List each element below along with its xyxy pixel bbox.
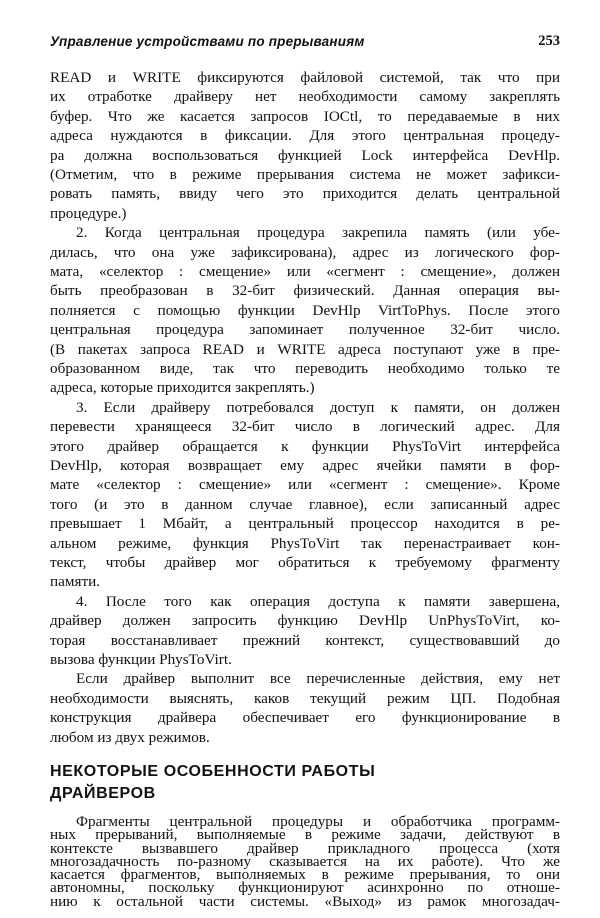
text-line: центральная процедура запоминает полученное 32-бит число. xyxy=(50,321,560,339)
text-line: мате «селектор : смещение» или «сегмент : смещение». Кроме xyxy=(50,476,560,494)
text-line: их отработке драйверу нет необходимости самому закреплять xyxy=(50,88,560,106)
running-header-title: Управление устройствами по прерываниям xyxy=(50,34,365,49)
text-line: 3. Если драйверу потребовался доступ к памяти, он должен xyxy=(76,398,560,416)
text-line: полняется с помощью функции DevHlp VirtToPhys. После этого xyxy=(50,301,560,319)
text-line: адреса нуждаются в фиксации. Для этого центральная процеду- xyxy=(50,127,560,145)
text-line: адреса, которые приходится закреплять.) xyxy=(50,379,315,397)
section-heading xyxy=(50,761,560,805)
text-line: (В пакетах запроса READ и WRITE адреса поступают уже в пре- xyxy=(50,340,560,358)
paragraph-step-2 xyxy=(50,223,560,398)
text-line: текст, чтобы драйвер мог обратиться к требуемому фрагменту xyxy=(50,553,560,571)
paragraph-step-3 xyxy=(50,398,560,592)
page-number: 253 xyxy=(538,33,560,49)
text-line: многозадачность по-разному сказывается на их работе). Что же xyxy=(50,852,560,870)
section-heading-line: НЕКОТОРЫЕ ОСОБЕННОСТИ РАБОТЫ xyxy=(50,763,376,780)
section-paragraph xyxy=(50,815,560,908)
text-line: DevHlp, которая возвращает ему адрес ячейки памяти в фор- xyxy=(50,456,560,474)
paragraph-summary xyxy=(50,669,560,747)
text-line: необходимости выяснять, каков текущий режим ЦП. Подобная xyxy=(50,689,560,707)
text-line: 4. После того как операция доступа к памяти завершена, xyxy=(76,592,560,610)
text-line: нию к остальной части системы. «Выход» из рамок многозадач- xyxy=(50,892,560,910)
text-line: буфер. Что же касается запросов IOCtl, то передаваемые в них xyxy=(50,107,560,125)
text-line: конструкция драйвера обеспечивает его функционирование в xyxy=(50,709,560,727)
text-line: драйвер должен запросить функцию DevHlp UnPhysToVirt, ко- xyxy=(50,612,560,630)
text-line: образованном виде, так что переводить необходимо только те xyxy=(50,359,560,377)
running-header xyxy=(50,34,560,54)
text-line: READ и WRITE фиксируются файловой системой, так что при xyxy=(50,69,560,86)
text-line: касается фрагментов, выполняемых в режиме прерывания, то они xyxy=(50,866,560,884)
text-line: Фрагменты центральной процедуры и обработчика программ- xyxy=(76,813,560,830)
text-line: процедуре.) xyxy=(50,204,127,222)
text-line: превышает 1 Мбайт, а центральный процессор находится в ре- xyxy=(50,515,560,533)
text-line: ра должна воспользоваться функцией Lock интерфейса DevHlp. xyxy=(50,146,560,164)
text-line: альном режиме, функция PhysToVirt так перенастраивает кон- xyxy=(50,534,560,552)
section-heading-line: ДРАЙВЕРОВ xyxy=(50,785,156,802)
text-line: контексте вызвавшего драйвер прикладного процесса (хотя xyxy=(50,839,560,857)
text-line: быть преобразован в 32-бит физический. Данная операция вы- xyxy=(50,282,560,300)
text-line: любом из двух режимов. xyxy=(50,728,210,746)
text-line: (Отметим, что в режиме прерывания система не может зафикси- xyxy=(50,165,560,183)
text-line: этого драйвер обращается к функции PhysToVirt интерфейса xyxy=(50,437,560,455)
text-line: того (и это в данном случае главное), если записанный адрес xyxy=(50,495,560,513)
text-line: 2. Когда центральная процедура закрепила память (или убе- xyxy=(76,224,560,242)
text-line: Если драйвер выполнит все перечисленные действия, ему нет xyxy=(76,670,560,688)
text-line: ровать память, ввиду чего это приходится делать центральной xyxy=(50,185,560,203)
text-line: перевести хранящееся 32-бит число в логический адрес. Для xyxy=(50,418,560,436)
text-line: автономны, поскольку функционируют асинхронно по отноше- xyxy=(50,879,560,897)
text-line: дилась, что она уже зафиксирована), адрес из логического фор- xyxy=(50,243,560,261)
text-line: вызова функции PhysToVirt. xyxy=(50,650,232,668)
paragraph-continuation xyxy=(50,68,560,223)
text-line: ных прерываний, выполняемые в режиме задачи, действуют в xyxy=(50,826,560,844)
text-line: памяти. xyxy=(50,573,101,591)
text-line: торая восстанавливает прежний контекст, существовавший до xyxy=(50,631,560,649)
paragraph-step-4 xyxy=(50,592,560,670)
text-line: мата, «селектор : смещение» или «сегмент : смещение», должен xyxy=(50,262,560,280)
